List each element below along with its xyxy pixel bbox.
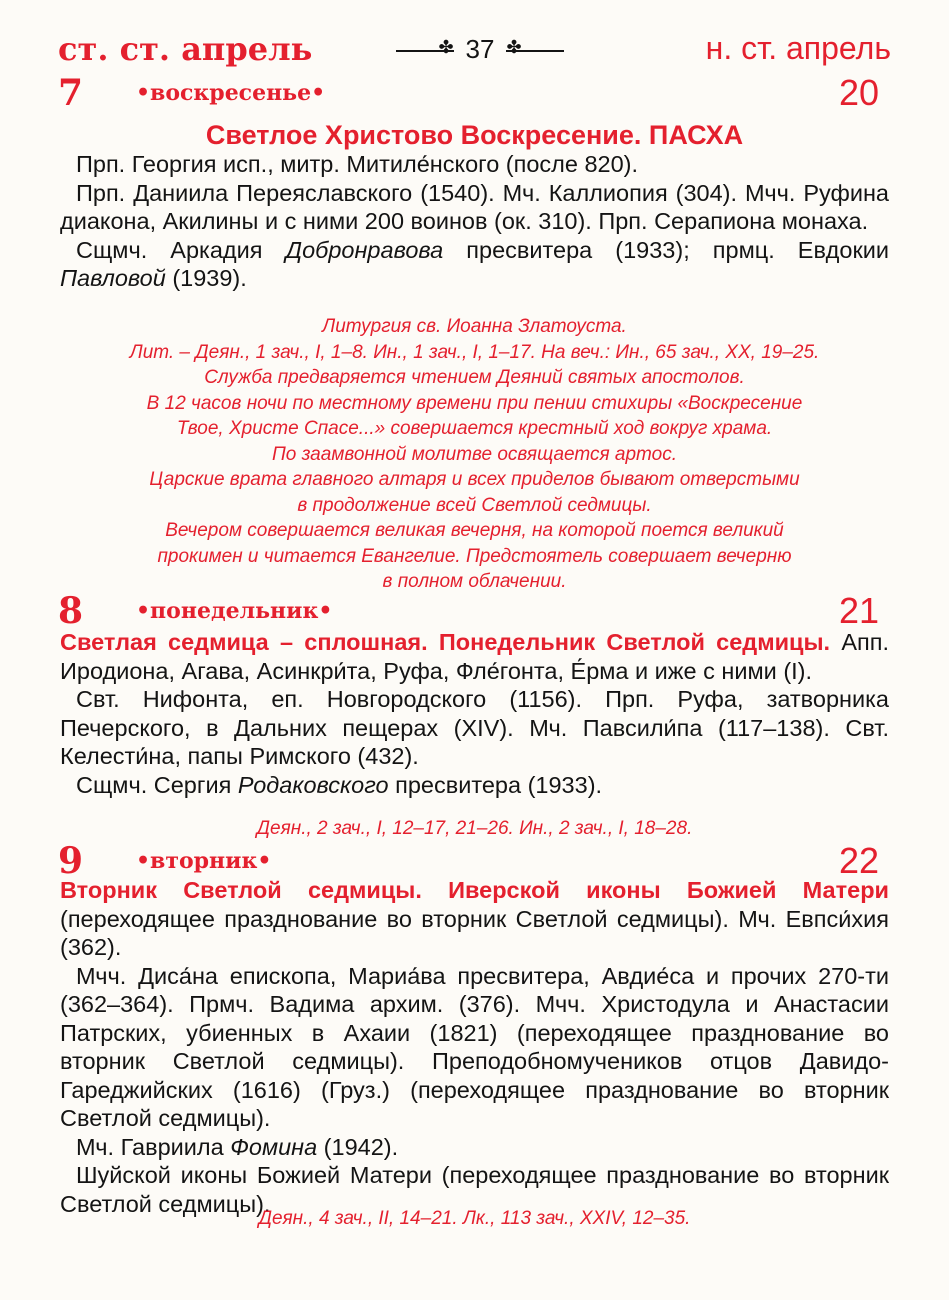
- ornament-left-icon: [396, 46, 454, 56]
- commemoration-paragraph: Мчч. Диса́на епископа, Мариа́ва пресвитера, Авдие́са и прочих 270-ти (362–364). Прмч. Вадима архим. (376). Мчч. Христодула и Анастасии Патрских, убиенных в Ахаии (1821) (переходящее празднование во вторник Светлой седмицы). Преподобномучеников отцов Давидо-Гареджийских (1616) (Груз.) (переходящее празднование во вторник Светлой седмицы).: [60, 962, 889, 1131]
- feast-title: Светлое Христово Воскресение. ПАСХА: [205, 120, 744, 150]
- rubric-line: В 12 часов ночи по местному времени при пении стихиры «Воскресение: [146, 392, 803, 414]
- rubric-line: Литургия св. Иоанна Златоуста.: [322, 316, 627, 337]
- rubric-line: в полном облачении.: [382, 571, 567, 592]
- old-day-number: 7: [58, 72, 84, 114]
- text-run: Сщмч. Сергия: [76, 771, 238, 798]
- old-style-month: ст. ст. апрель: [58, 30, 313, 68]
- text-run: пресвитера (1933); прмц. Евдокии: [443, 236, 889, 263]
- page-number: 37: [465, 34, 495, 64]
- feast-heading: Светлая седмица – сплошная. Понедельник Светлой седмицы.: [60, 629, 831, 655]
- surname: Родаковского: [237, 771, 389, 798]
- text-run: Сщмч. Аркадия: [76, 236, 286, 263]
- text-run: (1939).: [165, 265, 247, 291]
- day3-reading: Деян., 4 зач., II, 14–21. Лк., 113 зач., XXIV, 12–35.: [258, 1208, 691, 1229]
- day-header-sunday: [58, 72, 879, 116]
- commemoration-paragraph: [60, 1133, 889, 1162]
- page-header: [58, 30, 891, 78]
- text-run: (1942).: [317, 1133, 399, 1160]
- day1-commemorations: [60, 150, 889, 293]
- page-number-block: [370, 34, 590, 65]
- surname: Добронравова: [285, 236, 444, 263]
- commemoration-paragraph: [60, 771, 889, 800]
- commemoration-paragraph: Прп. Даниила Переяславского (1540). Мч. Каллиопия (304). Мчч. Руфина диакона, Акилины и с ними 200 воинов (ок. 310). Прп. Серапиона монаха.: [60, 179, 889, 234]
- feast-heading: Вторник Светлой седмицы. Иверской иконы Божией Матери: [60, 877, 889, 903]
- rubric-line: Царские врата главного алтаря и всех приделов бывают отверстыми: [149, 469, 800, 490]
- commemoration-paragraph: [60, 628, 889, 685]
- rubric-line: в продолжение всей Светлой седмицы.: [297, 494, 652, 516]
- new-style-month: н. ст. апрель: [705, 30, 891, 66]
- new-day-number: 21: [838, 590, 879, 631]
- text-run: Мч. Гавриила: [76, 1133, 231, 1160]
- old-day-number: 8: [58, 590, 84, 632]
- new-day-number: 22: [838, 840, 879, 881]
- commemoration-paragraph: Свт. Нифонта, еп. Новгородского (1156). Прп. Руфа, затворника Печерского, в Дальних пещерах (XIV). Мч. Павсили́па (117–138). Свт. Келести́на, папы Римского (432).: [60, 686, 889, 769]
- surname: Фомина: [230, 1133, 318, 1160]
- day2-commemorations: [60, 628, 889, 799]
- new-day-number: 20: [838, 72, 879, 113]
- rubric-line: прокимен и читается Евангелие. Предстоятель совершает вечерню: [157, 545, 792, 567]
- commemoration-paragraph: Шуйской иконы Божией Матери (переходящее празднование во вторник Светлой седмицы).: [60, 1162, 889, 1217]
- day1-rubrics: [70, 314, 879, 595]
- commemoration-paragraph: [60, 876, 889, 962]
- day3-commemorations: [60, 876, 889, 1218]
- old-day-number: 9: [58, 840, 84, 882]
- commemoration-paragraph: [60, 236, 889, 293]
- ornament-right-icon: [506, 46, 564, 56]
- rubric-line: Вечером совершается великая вечерня, на которой поется великий: [165, 520, 784, 541]
- rubric-line: Лит. – Деян., 1 зач., I, 1–8. Ин., 1 зач., I, 1–17. На веч.: Ин., 65 зач., XX, 19–25.: [129, 341, 820, 363]
- weekday-name: •воскресенье•: [136, 80, 326, 106]
- commemoration-paragraph: Прп. Георгия исп., митр. Митиле́нского (после 820).: [76, 151, 639, 177]
- day2-reading: Деян., 2 зач., I, 12–17, 21–26. Ин., 2 зач., I, 18–28.: [256, 818, 693, 839]
- text-run: пресвитера (1933).: [388, 771, 603, 798]
- text-run: (переходящее празднование во вторник Светлой седмицы). Мч. Евпси́хия (362).: [60, 905, 889, 960]
- rubric-line: Служба предваряется чтением Деяний святых апостолов.: [204, 367, 745, 388]
- rubric-line: По заамвонной молитве освящается артос.: [271, 443, 678, 465]
- text-run: Апп. Иродиона, Агава, Асинкри́та, Руфа, Фле́гонта, Е́рма и иже с ними (I).: [60, 629, 890, 684]
- rubric-line: Твое, Христе Спасе...» совершается крестный ход вокруг храма.: [176, 418, 773, 439]
- surname: Павловой: [60, 265, 166, 291]
- weekday-name: •понедельник•: [136, 598, 333, 624]
- weekday-name: •вторник•: [136, 848, 272, 874]
